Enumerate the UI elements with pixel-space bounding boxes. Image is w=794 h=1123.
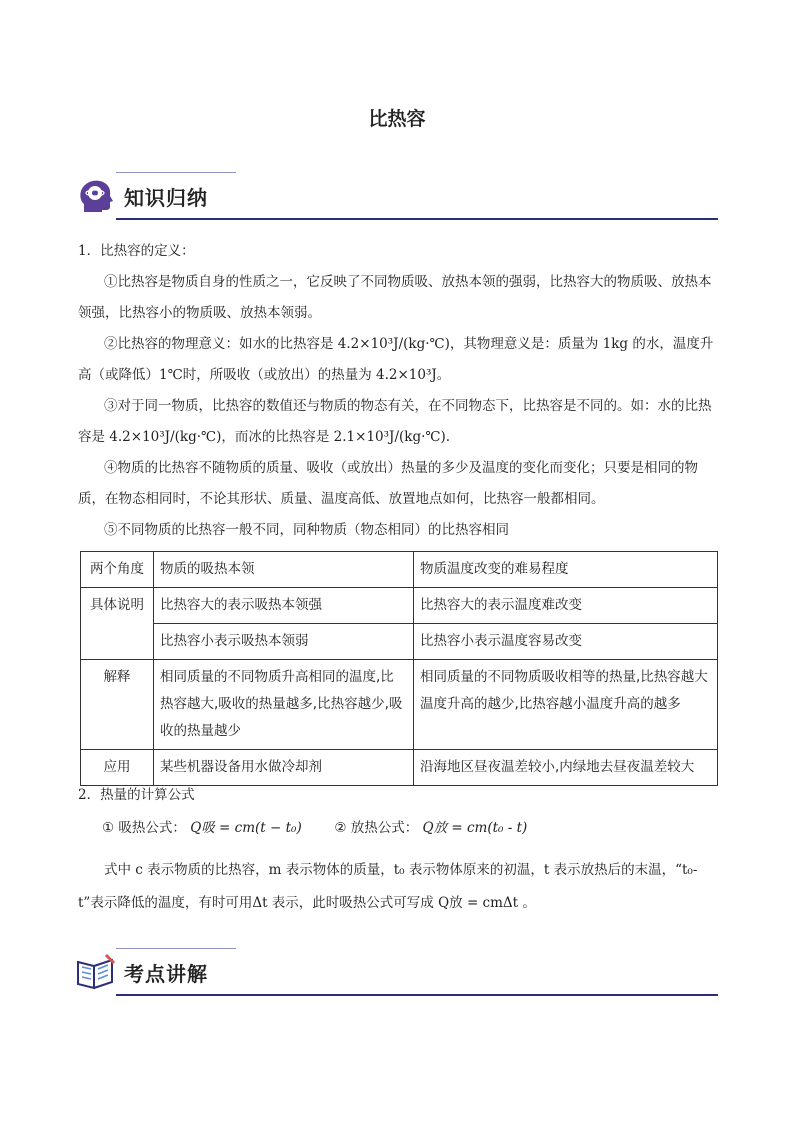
open-book-icon xyxy=(76,952,116,992)
table-cell: 沿海地区昼夜温差较小,内绿地去昼夜温差较大 xyxy=(414,750,718,786)
table-cell: 比热容大的表示吸热本领强 xyxy=(154,588,414,624)
comparison-table xyxy=(80,551,718,786)
table-cell: 某些机器设备用水做冷却剂 xyxy=(154,750,414,786)
table-cell: 相同质量的不同物质升高相同的温度,比热容越大,吸收的热量越多,比热容越少,吸收的热量越少 xyxy=(154,660,414,750)
table-cell: 解释 xyxy=(81,660,154,750)
table-cell: 应用 xyxy=(81,750,154,786)
table-row xyxy=(81,588,718,624)
formula-label: 吸热公式： xyxy=(118,820,186,836)
brain-gear-icon xyxy=(76,176,116,216)
knowledge-content xyxy=(78,236,718,546)
table-cell: 具体说明 xyxy=(81,588,154,660)
table-cell: 比热容小表示温度容易改变 xyxy=(414,624,718,660)
paragraph: 式中 c 表示物质的比热容，m 表示物体的质量，t₀ 表示物体原来的初温，t 表示放热后的末温，“t₀-t”表示降低的温度，有时可用Δt 表示，此时吸热公式可写成 Q放 = cmΔt 。 xyxy=(78,862,698,911)
table-row xyxy=(81,552,718,588)
absorb-formula: Q吸 = cm(t − t₀) xyxy=(190,820,302,836)
table-cell: 物质的吸热本领 xyxy=(154,552,414,588)
paragraph: ④物质的比热容不随物质的质量、吸收（或放出）热量的多少及温度的变化而变化；只要是相同的物质，在物态相同时，不论其形状、质量、温度高低、放置地点如何，比热容一般都相同。 xyxy=(78,460,698,507)
page-title: 比热容 xyxy=(368,108,426,130)
table-cell: 物质温度改变的难易程度 xyxy=(414,552,718,588)
paragraph: ①比热容是物质自身的性质之一，它反映了不同物质吸、放热本领的强弱，比热容大的物质吸、放热本领强，比热容小的物质吸、放热本领弱。 xyxy=(78,274,712,321)
table-cell: 比热容小表示吸热本领弱 xyxy=(154,624,414,660)
formula-number: ② xyxy=(334,820,347,836)
formula-heading xyxy=(78,780,718,811)
table-cell: 相同质量的不同物质吸收相等的热量,比热容越大温度升高的越少,比热容越小温度升高的越多 xyxy=(414,660,718,750)
paragraph: ③对于同一物质，比热容的数值还与物质的物态有关，在不同物态下，比热容是不同的。如：水的比热容是 4.2×10³J/(kg·℃)，而冰的比热容是 2.1×10³J/(kg·℃). xyxy=(78,398,712,445)
heat-formulas xyxy=(102,816,527,836)
section-header-knowledge xyxy=(76,176,718,220)
section-header-exam-points xyxy=(76,952,718,996)
paragraph: ⑤不同物质的比热容一般不同，同种物质（物态相同）的比热容相同 xyxy=(104,522,509,538)
table-cell: 两个角度 xyxy=(81,552,154,588)
table-row xyxy=(81,660,718,750)
formula-label: 放热公式： xyxy=(350,820,419,836)
release-formula: Q放 = cm(t₀ - t) xyxy=(422,820,528,836)
table-cell: 比热容大的表示温度难改变 xyxy=(414,588,718,624)
paragraph: ②比热容的物理意义：如水的比热容是 4.2×10³J/(kg·℃)，其物理意义是：质量为 1kg 的水，温度升高（或降低）1℃时，所吸收（或放出）的热量为 4.2×10³J。 xyxy=(78,336,714,383)
formula-explanation xyxy=(78,854,720,920)
section-title: 考点讲解 xyxy=(124,962,208,986)
section-title: 知识归纳 xyxy=(124,186,208,210)
item-heading: 1．比热容的定义： xyxy=(78,243,195,259)
formula-number: ① xyxy=(102,820,115,836)
item-heading: 2．热量的计算公式 xyxy=(78,787,195,803)
table-row xyxy=(81,624,718,660)
